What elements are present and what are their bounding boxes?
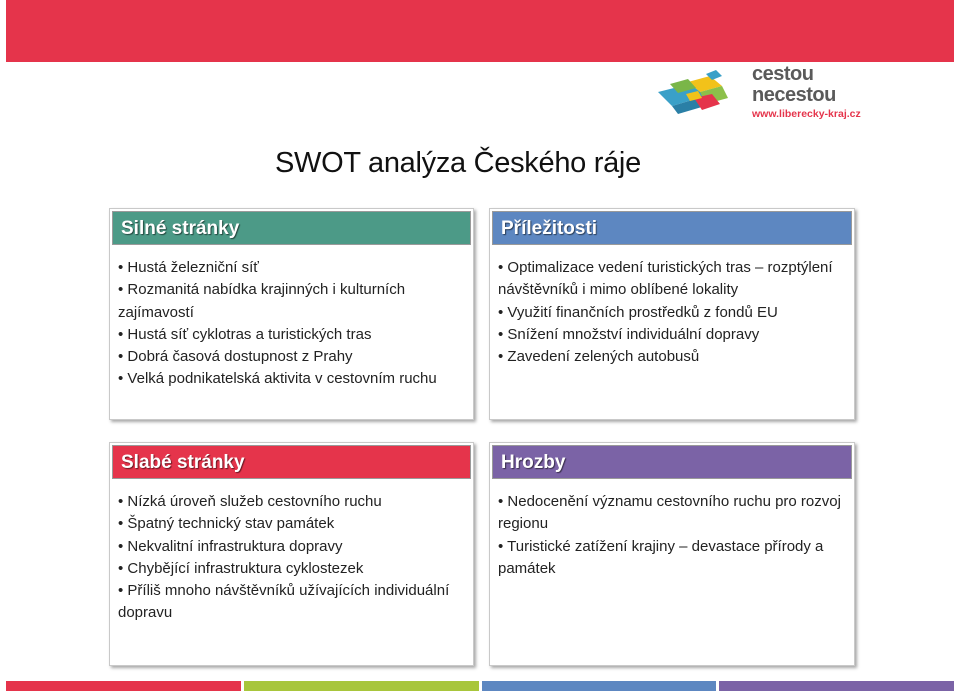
list-item: • Nízká úroveň služeb cestovního ruchu — [118, 493, 382, 510]
list-item: • Příliš mnoho návštěvníků užívajících individuální dopravu — [118, 582, 450, 622]
list-item: • Špatný technický stav památek — [118, 515, 335, 533]
logo-url: www.liberecky-kraj.cz — [752, 108, 861, 120]
opportunities-box — [489, 208, 855, 420]
list-item: • Optimalizace vedení turistických tras – rozptýlení návštěvníků i mimo oblíbené lokality — [498, 259, 833, 299]
list-item: • Turistické zatížení krajiny – devastace přírody a památek — [498, 537, 824, 577]
weaknesses-list — [110, 479, 473, 625]
bar-segment-red — [6, 681, 241, 691]
list-item: • Velká podnikatelská aktivita v cestovním ruchu — [118, 370, 437, 388]
bar-segment-blue — [482, 681, 717, 691]
logo-tiles-icon — [658, 70, 728, 114]
weaknesses-box — [109, 442, 474, 666]
bar-segment-green — [244, 681, 479, 691]
strengths-list — [110, 245, 473, 391]
list-item: • Hustá železniční síť — [118, 259, 259, 276]
strengths-heading: Silné stránky — [112, 211, 471, 245]
list-item: • Nedocenění významu cestovního ruchu pro rozvoj regionu — [498, 493, 841, 533]
list-item: • Rozmanitá nabídka krajinných i kulturních zajímavostí — [118, 281, 406, 321]
threats-heading: Hrozby — [492, 445, 852, 479]
logo-wordmark — [752, 64, 861, 120]
bottom-color-bar — [6, 681, 954, 691]
threats-box — [489, 442, 855, 666]
threats-list — [490, 479, 854, 580]
list-item: • Chybějící infrastruktura cyklostezek — [118, 559, 364, 577]
list-item: • Snížení množství individuální dopravy — [498, 325, 760, 343]
weaknesses-heading: Slabé stránky — [112, 445, 471, 479]
slide-title: SWOT analýza Českého ráje — [275, 147, 641, 179]
list-item: • Zavedení zelených autobusů — [498, 348, 700, 366]
strengths-box — [109, 208, 474, 420]
opportunities-list — [490, 245, 854, 368]
logo-line-2: necestou — [752, 84, 836, 106]
logo-line-1: cestou — [752, 63, 814, 85]
bar-segment-purple — [719, 681, 954, 691]
list-item: • Dobrá časová dostupnost z Prahy — [118, 348, 353, 366]
list-item: • Hustá síť cyklotras a turistických tras — [118, 325, 372, 343]
list-item: • Využití finančních prostředků z fondů EU — [498, 303, 778, 321]
opportunities-heading: Příležitosti — [492, 211, 852, 245]
list-item: • Nekvalitní infrastruktura dopravy — [118, 537, 343, 555]
top-banner — [6, 0, 954, 62]
